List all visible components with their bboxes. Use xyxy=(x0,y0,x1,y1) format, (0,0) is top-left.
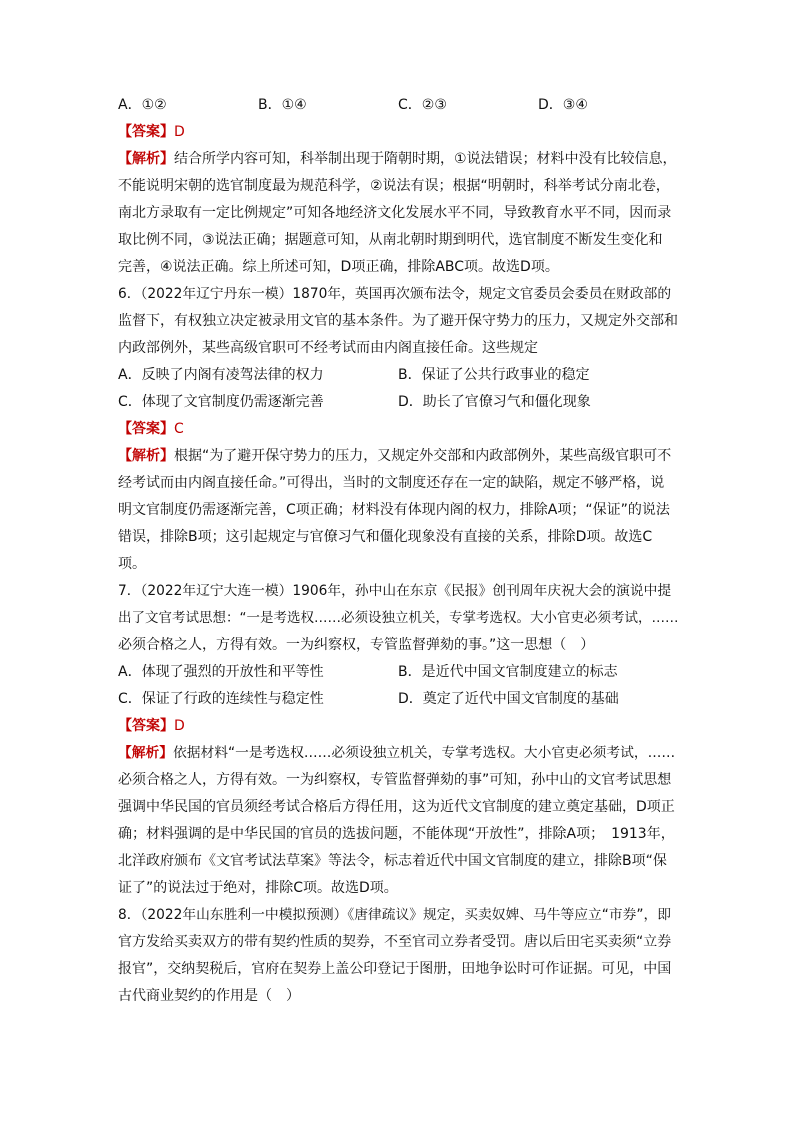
q7-option-b[interactable]: B．是近代中国文官制度建立的标志 xyxy=(398,664,618,680)
q5-option-b[interactable]: B．①④ xyxy=(258,97,307,113)
q5-analysis-line: 不能说明宋朝的选官制度最为规范科学，②说法有误；根据“明朝时，科举考试分南北卷， xyxy=(118,178,670,194)
q6-analysis-line: 错误，排除B项；这引起规定与官僚习气和僵化现象没有直接的关系，排除D项。故选C xyxy=(118,529,653,545)
q7-analysis-line: 必须合格之人，方得有效。一为纠察权，专管监督弹劾的事”可知，孙中山的文官考试思想 xyxy=(118,772,672,788)
q6-option-b[interactable]: B．保证了公共行政事业的稳定 xyxy=(398,367,590,383)
q6-analysis-line: 明文官制度仍需逐渐完善，C项正确；材料没有体现内阁的权力，排除A项；“保证”的说法 xyxy=(118,502,670,518)
q6-stem-line: 6．（2022年辽宁丹东一模）1870年，英国再次颁布法令，规定文官委员会委员在财政部的 xyxy=(118,286,672,302)
q6-options-row xyxy=(118,362,678,389)
q6-options-row xyxy=(118,389,678,416)
q8-stem-line: 古代商业契约的作用是（ ） xyxy=(118,988,300,1004)
q7-analysis-line: 证了”的说法过于绝对，排除C项。故选D项。 xyxy=(118,880,398,896)
q8-stem-line: 官方发给买卖双方的带有契约性质的契券，不至官司立券者受罚。唐以后田宅买卖须“立券 xyxy=(118,934,672,950)
q7-analysis-line: 强调中华民国的官员须经考试合格后方得任用，这为近代文官制度的建立奠定基础，D项正 xyxy=(118,799,675,815)
q7-option-a[interactable]: A．体现了强烈的开放性和平等性 xyxy=(118,664,324,680)
document-page xyxy=(118,92,678,1010)
q8-stem-line: 报官”，交纳契税后，官府在契券上盖公印登记于图册，田地争讼时可作证据。可见，中国 xyxy=(118,961,672,977)
answer-tag: 【答案】 xyxy=(118,421,174,437)
q5-analysis-line: 南北方录取有一定比例规定”可知各地经济文化发展水平不同，导致教育水平不同，因而录 xyxy=(118,205,672,221)
q5-option-a[interactable]: A．①② xyxy=(118,97,167,113)
q7-analysis-line: 北洋政府颁布《文官考试法草案》等法令，标志着近代中国文官制度的建立，排除B项“保 xyxy=(118,853,667,869)
answer-tag: 【答案】 xyxy=(118,718,174,734)
q5-options xyxy=(118,92,678,119)
q5-option-c[interactable]: C．②③ xyxy=(398,97,447,113)
q6-analysis-line xyxy=(118,443,678,470)
q7-analysis-line xyxy=(118,740,678,767)
answer-value: C xyxy=(174,421,184,437)
q7-answer xyxy=(118,713,678,740)
q7-stem-line: 出了文官考试思想：“一是考选权……必须设独立机关，专掌考选权。大小官吏必须考试，…… xyxy=(118,610,679,626)
q6-option-a[interactable]: A．反映了内阁有凌驾法律的权力 xyxy=(118,367,324,383)
q6-stem-line: 内政部例外，某些高级官职可不经考试而由内阁直接任命。这些规定 xyxy=(118,340,538,356)
q5-analysis-line: 完善，④说法正确。综上所述可知，D项正确，排除ABC项。故选D项。 xyxy=(118,259,559,275)
analysis-tag: 【解析】 xyxy=(118,448,174,464)
q8-stem-line: 8．（2022年山东胜利一中模拟预测）《唐律疏议》规定，买卖奴婢、马牛等应立“市券”，即 xyxy=(118,907,671,923)
q6-analysis-line: 项。 xyxy=(118,556,146,572)
q6-option-c[interactable]: C．体现了文官制度仍需逐渐完善 xyxy=(118,394,324,410)
q7-analysis-line: 确；材料强调的是中华民国的官员的选拔问题，不能体现“开放性”，排除A项； 1913年， xyxy=(118,826,675,842)
q7-option-d[interactable]: D．奠定了近代中国文官制度的基础 xyxy=(398,691,619,707)
q7-stem-line: 7．（2022年辽宁大连一模）1906年，孙中山在东京《民报》创刊周年庆祝大会的演说中提 xyxy=(118,583,672,599)
analysis-text: 依据材料“一是考选权……必须设独立机关，专掌考选权。大小官吏必须考试，…… xyxy=(173,745,676,761)
analysis-text: 结合所学内容可知，科举制出现于隋朝时期，①说法错误；材料中没有比较信息， xyxy=(174,151,677,167)
q7-stem-line: 必须合格之人，方得有效。一为纠察权，专管监督弹劾的事。”这一思想（ ） xyxy=(118,637,595,653)
q6-answer xyxy=(118,416,678,443)
analysis-text: 根据“为了避开保守势力的压力，又规定外交部和内政部例外，某些高级官职可不 xyxy=(174,448,672,464)
answer-tag: 【答案】 xyxy=(118,124,174,140)
answer-value: D xyxy=(174,718,185,734)
analysis-tag: 【解析】 xyxy=(118,151,174,167)
q6-stem-line: 监督下，有权独立决定被录用文官的基本条件。为了避开保守势力的压力，又规定外交部和 xyxy=(118,313,678,329)
q7-options-row xyxy=(118,686,678,713)
q7-option-c[interactable]: C．保证了行政的连续性与稳定性 xyxy=(118,691,324,707)
q7-options-row xyxy=(118,659,678,686)
q5-analysis-line xyxy=(118,146,678,173)
q5-answer xyxy=(118,119,678,146)
q6-option-d[interactable]: D．助长了官僚习气和僵化现象 xyxy=(398,394,591,410)
answer-value: D xyxy=(174,124,185,140)
q5-option-d[interactable]: D．③④ xyxy=(538,97,588,113)
q5-analysis-line: 取比例不同，③说法正确；据题意可知，从南北朝时期到明代，选官制度不断发生变化和 xyxy=(118,232,663,248)
q6-analysis-line: 经考试而由内阁直接任命。”可得出，当时的文制度还存在一定的缺陷，规定不够严格，说 xyxy=(118,475,665,491)
analysis-tag: 【解析】 xyxy=(118,745,174,761)
